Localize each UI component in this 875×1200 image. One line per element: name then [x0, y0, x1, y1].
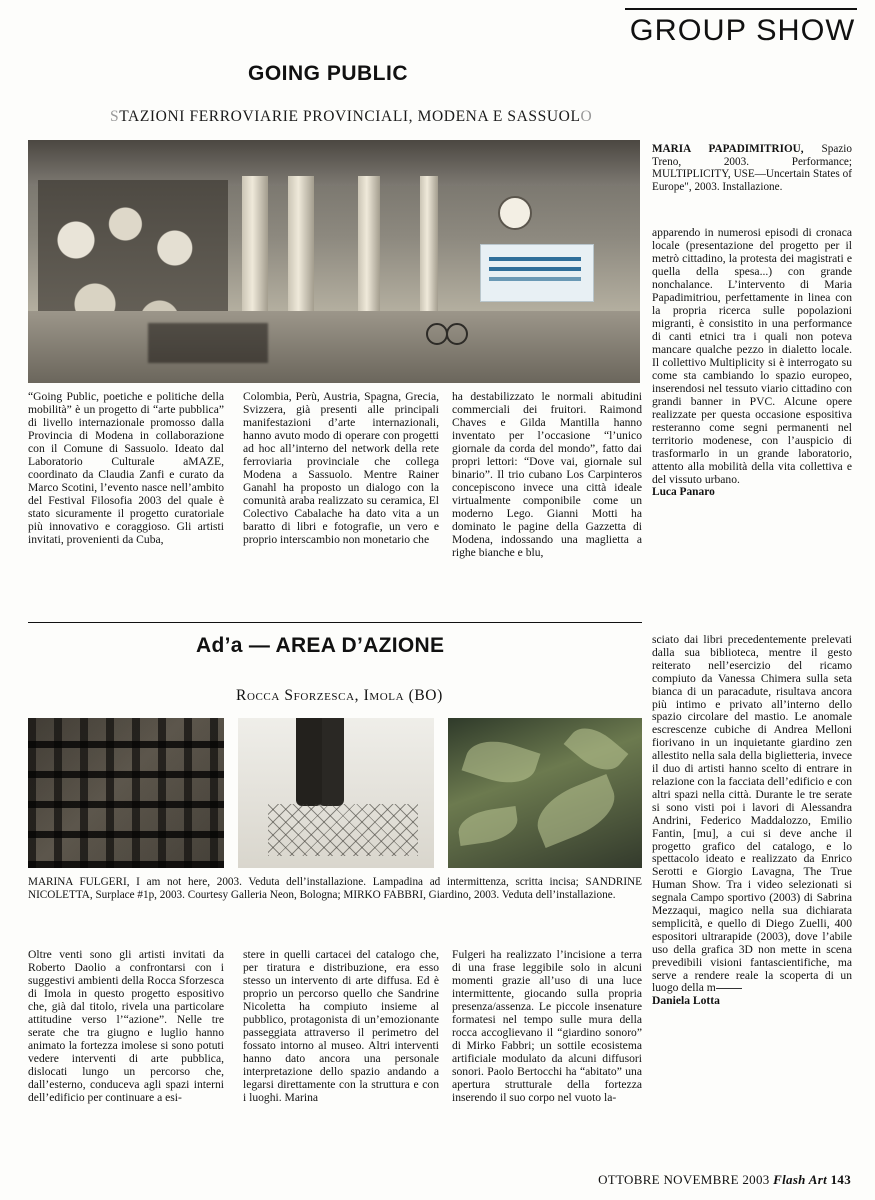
- photo-shadow: [148, 323, 268, 363]
- photo-leaf: [528, 774, 623, 848]
- photo-leaf: [456, 806, 520, 846]
- section2-column-2: stere in quelli cartacei del catalogo che, per tiratura e distribuzione, era esso stesso un intervento di arte diffusa. Ed è proprio un percorso quello che Sandrine Nicoletta ha compiuto insieme al pubblico, protagonista di un’emozionante passeggiata attraverso il perimetro del fossato intorno al museo. Altri interventi hanno dato ancora una personale interpretazione dello spazio andando a legarsi direttamente con la struttura e con i luoghi. Marina: [243, 948, 439, 1104]
- photo-nicoletta-surplace: [238, 718, 434, 868]
- page-footer: [598, 1172, 851, 1188]
- section1-title: GOING PUBLIC: [248, 62, 409, 85]
- masthead-rule: [625, 8, 857, 10]
- section1-column-3: ha destabilizzato le normali abitudini commerciali dei fruitori. Raimond Chaves e Gilda Mantilla hanno inventato per l’occasione “l’unico giornale da corda del mondo”, fatto dai propri lettori: “Dove vai, giornale sul binario”. Il trio cubano Los Carpinteros concepiscono invece una città ideale virtualmente componibile come un moderno Lego. Gianni Motti ha dominato le pagine della Gazzetta di Modena, indossando una maglietta a righe bianche e blu,: [452, 390, 642, 559]
- photo-net: [268, 804, 418, 856]
- section2-col4-text: sciato dai libri precedentemente prelevati dalla sua biblioteca, mentre il gesto reiterato nell’esercizio del ricamo compiuto da Vanessa Chimera sulla seta bianca di un paracadute, risultava ancora più intimo e privato all’interno dello spazio circolare del mastio. Le anomale escrescenze cubiche di Andrea Melloni fiorivano in un inquietante giardino zen allestito nella sala della biglietteria, invece il duo di artisti hanno scelto di entrare in relazione con la facciata dell’edificio e con altri spazi nella città. Durante le tre serate si sono visti poi i lavori di Alessandra Andrini, Federico Maddalozzo, Emilio Fantin, [mu], a cui si deve anche il progetto grafico del catalogo, e lo spettacolo ideato e realizzato da Enrico Serotti e Giorgio Lavagna, The True Human Show. Tra i video selezionati si segnala Campo sportivo (2003) di Sabrina Mezzaqui, magico nella sua dichiarata semplicità, e quello di Diego Zuelli, 400 espositori ultrarapide (2003), dove l’abile uso della grafica 3D non mette in scena prevedibili visioni fantascientifiche, ma serve a rendere reale la scoperta di un luogo della m: [652, 633, 852, 995]
- photo-floor: [28, 311, 640, 383]
- photo-banner: [480, 244, 594, 302]
- photo-fabbri-giardino: [448, 718, 642, 868]
- photo-grate-horizontal: [28, 718, 224, 868]
- caption-section2: MARINA FULGERI, I am not here, 2003. Veduta dell’installazione. Lampadina ad intermittenza, scritta incisa; SANDRINE NICOLETTA, Surplace #1p, 2003. Courtesy Galleria Neon, Bologna; MIRKO FABBRI, Giardino, 2003. Veduta dell’installazione.: [28, 876, 642, 901]
- photo-leaf: [564, 718, 629, 780]
- footer-year: 2003: [742, 1172, 770, 1187]
- section1-column-1: “Going Public, poetiche e politiche della mobilità” è un progetto di “arte pubblica” di livello internazionale promosso dalla Provincia di Modena in collaborazione con il Comune di Sassuolo. Ideato dal Laboratorio Culturale aMAZE, coordinato da Claudia Zanfi e curato da Marco Scotini, l’evento nasce nell’ambito del Festival Filosofia 2003 del quale è stato sicuramente il progetto curatoriale più innovativo e coraggioso. Gli artisti invitati, provenienti da Cuba,: [28, 390, 224, 546]
- section2-column-4: [652, 634, 852, 1008]
- photo-fulgeri-installation: [28, 718, 224, 868]
- section1-column-2: Colombia, Perù, Austria, Spagna, Grecia, Svizzera, già presenti alle principali manifestazioni d’arte internazionali, hanno avuto modo di operare con progetti ad hoc all’interno del network della rete ferroviaria provinciale che collega Modena a Sassuolo. Mentre Rainer Ganahl ha proposto un dialogo con la comunità araba realizzato su ceramica, El Colectivo Cabalache ha dato vita a un baratto di libri e fotografie, un vero e proprio interscambio non monetario che: [243, 390, 439, 546]
- caption-section1: MARIA PAPADIMITRIOU, Spazio Treno, 2003. Performance; MULTIPLICITY, USE—Uncertain States of Europe", 2003. Installazione.: [652, 143, 852, 193]
- section1-col4-text: apparendo in numerosi episodi di cronaca locale (presentazione del progetto per il metrò cittadino, la protesta dei magistrati e quella della spesa...) con grande nonchalance. L’intervento di Maria Papadimitriou, perfettamente in linea con la propria ricerca sulle popolazioni migranti, è consistito in una performance di canti etnici tra i quali non poteva mancare qualche pezzo in dialetto locale. Il collettivo Multiplicity si è interrogato su come sta cambiando lo spazio europeo, inserendosi nel tessuto viario cittadino con grandi banner in PVC. Alcune opere realizzate per questa occasione espositiva resteranno come segni permanenti nel territorio modenese, con l’auspicio di trasformarlo in un grande laboratorio, attento alla mobilità della vita collettiva e del vissuto urbano.: [652, 226, 852, 486]
- photo-bicycle: [426, 319, 468, 345]
- section2-subtitle: Rocca Sforzesca, Imola (BO): [236, 687, 443, 704]
- photo-clock: [498, 196, 532, 230]
- photo-station-platform: [28, 140, 640, 383]
- footer-page-number: 143: [830, 1172, 851, 1187]
- footer-magazine: Flash Art: [773, 1172, 828, 1187]
- footer-issue: OTTOBRE NOVEMBRE: [598, 1172, 739, 1187]
- section-divider: [28, 622, 642, 623]
- text-cutoff-rule: [716, 988, 742, 989]
- section2-column-3: Fulgeri ha realizzato l’incisione a terra di una frase leggibile solo in alcuni momenti grazie all’uso di una luce intermittente, giocando sulla propria presenza/assenza. Le piccole insenature formatesi nel tempo sulle mura della rocca accoglievano il “giardino sonoro” di Mirko Fabbri; un sottile ecosistema artificiale modulato da alcuni diffusori sonori. Paolo Bertocchi ha “abitato” una apertura strutturale della fortezza inserendo il suo corpo nel vuoto la-: [452, 948, 642, 1104]
- photo-legs: [296, 718, 322, 806]
- section1-column-4: [652, 226, 852, 499]
- caption-artist-name: MARIA PAPADIMITRIOU,: [652, 143, 804, 155]
- section2-signature: Daniela Lotta: [652, 994, 720, 1008]
- masthead-title: GROUP SHOW: [629, 14, 856, 47]
- section2-title: Ad’a — AREA D’AZIONE: [196, 634, 445, 657]
- section2-column-1: Oltre venti sono gli artisti invitati da Roberto Daolio a confrontarsi con i suggestivi ambienti della Rocca Sforzesca di Imola in questo progetto espositivo che, già dal titolo, rivela una particolare attitudine verso l’“azione”. Nelle tre serate che tra giugno e luglio hanno animato la fortezza imolese si sono potuti vedere interventi di arte pubblica, dislocati lungo un percorso che, dall’esterno, conduceva agli spazi interni dell’edificio per continuare a esi-: [28, 948, 224, 1104]
- section1-signature: Luca Panaro: [652, 486, 715, 498]
- section1-subtitle: STAZIONI FERROVIARIE PROVINCIALI, MODENA E SASSUOLO: [110, 108, 593, 125]
- photo-leaf: [462, 732, 541, 792]
